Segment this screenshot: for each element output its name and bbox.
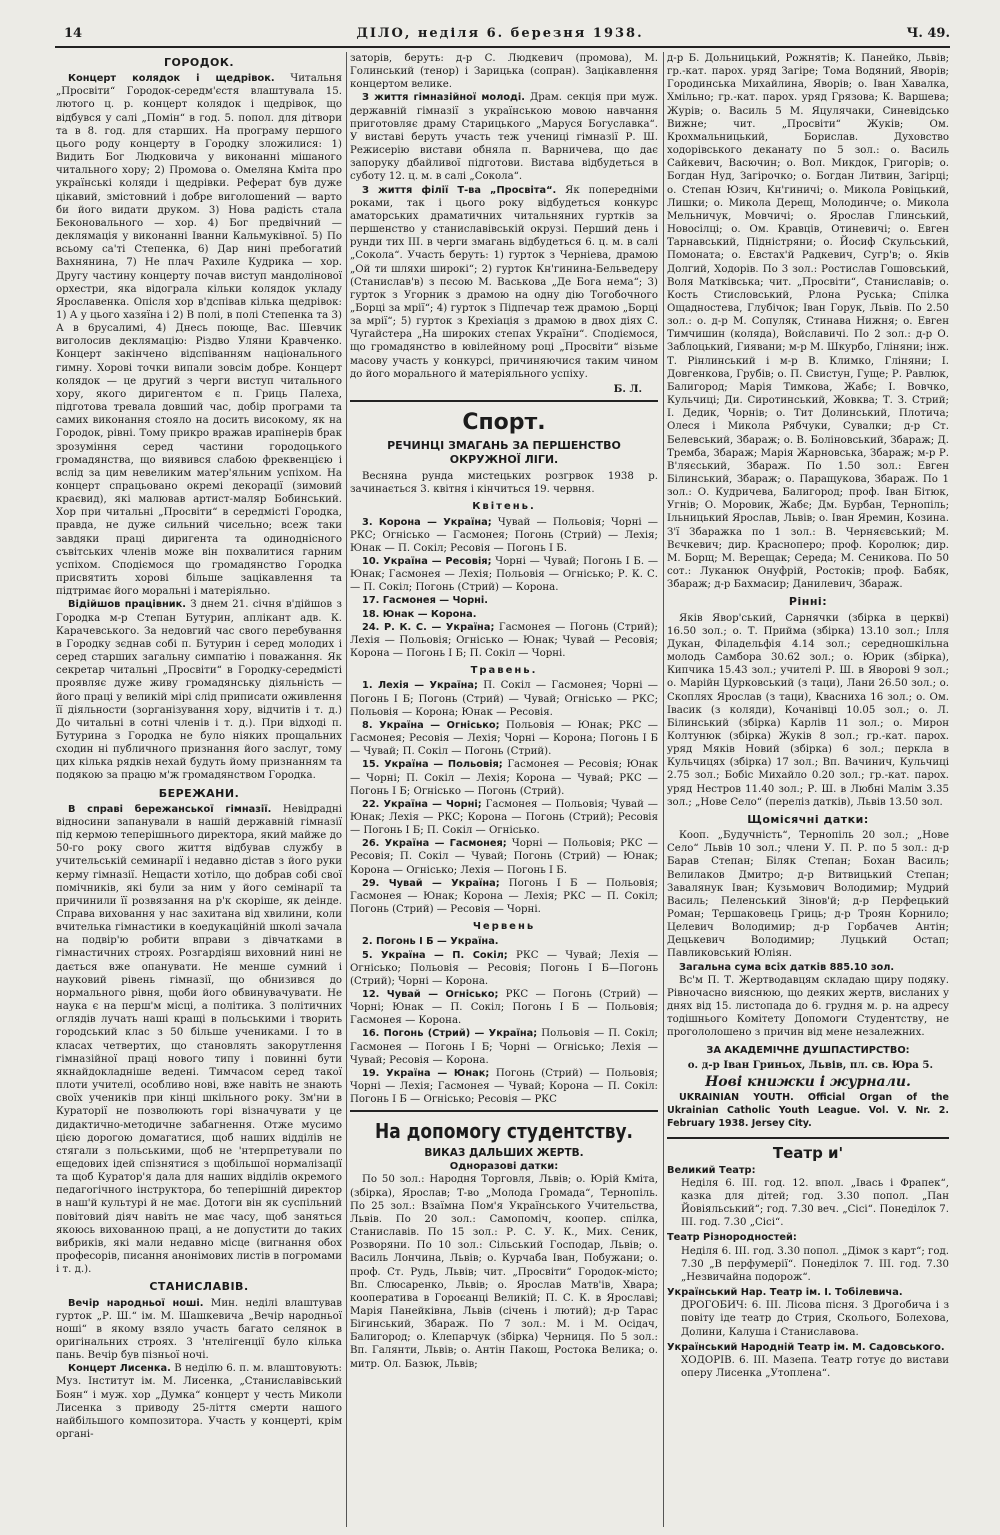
round-lead: 8. Україна — Огнісько; bbox=[362, 719, 500, 731]
aid-heading: На допомогу студентству. bbox=[374, 1119, 634, 1144]
books-heading: Нові книжки і журнали. bbox=[705, 1073, 911, 1090]
theatre-listing bbox=[667, 1231, 949, 1284]
article-signature: Б. Л. bbox=[613, 382, 642, 395]
column-divider bbox=[663, 52, 664, 1527]
article-text: Як попередніми роками, так і цього року відбудеться конкурс аматорських драматичних читальняних гуртків за першенство у станиславівській окрузі. Перший день і рунди тих ІІІ. в черги змагань відбудеться 6. ц. м. в салі „Сокола“. Участь беруть: 1) гурток з Черніева, драмою „Ой ти шляхи широкі“; 2) гурток Кн'гинина-Бельведеру (Станислав'в) з пєсою М. Васькова „Де Бога нема“; 3) гурток з Угорник з драмою на одну дію Тогобочного „Борці за мрії“; 4) гурток з Підпечар теж драмою „Борці за мрії“; 5) гурток з Крехіація з драмою в двох діях С. Чугайстера „На широких степах України“. Сподіємося, що громадянство в ювілейному році „Просвіти“ візьме масову участь у конкурсі, причиняючися таким чином до його морального й матеріяльного успіху. bbox=[350, 184, 658, 380]
schedule-round bbox=[350, 516, 658, 555]
page-number: 14 bbox=[64, 26, 83, 41]
aid-donations: По 50 зол.: Народня Торговля, Львів; о. Юрій Кміта, (збірка), Ярослав; Т-во „Молода Громада“, Тернопіль. По 25 зол.: Взаїмна Пом'я Українського Учительства, Львів. По 20 зол.: Самопоміч, коопер. спілка, Станиславів. По 15 зол.: Р. С. У. К., Мих. Сеник, Розворяни. По 10 зол.: Сільський Господар, Львів; о. Василь Лончина, Львів; о. Курчаба Іван, Побужани; о. проф. Ст. Рудь, Львів; чит. „Просвіти“ Городок-місто; Вп. Слюсаренко, Львів; о. Ярослав Матв'ів, Хвара; кооператива в Гороєанці Великій; П. С. К. в Ярославі; Марія Панейківна, Львів (січень і лютий); д-р Тарас Бігинський, Збараж. По 7 зол.: М. і М. Осідач, Балигород; о. Клепарчук (збірка) Черниця. По 5 зол.: Вп. Галянти, Львів; о. Антін Пакош, Ростока Велика; о. митр. Ол. Базюк, Львів; bbox=[350, 1174, 658, 1370]
schedule-month: Квітень. bbox=[472, 501, 536, 513]
round-matches: Гасмонея — Погонь (Стрий); Лехія — Польовія; Огнісько — Юнак; Чувай — Ресовія; Корона — Погонь І Б; П. Сокіл — Чорні. bbox=[350, 621, 658, 660]
section-heading-monthly: Щомісячні датки: bbox=[747, 812, 869, 826]
theatre-name: Український Народній Театр ім. М. Садовського. bbox=[667, 1341, 945, 1353]
schedule-round bbox=[350, 798, 658, 837]
article bbox=[350, 91, 658, 183]
theatre-listings bbox=[667, 1164, 949, 1381]
article-headline: Концерт колядок і щедрівок. bbox=[68, 73, 275, 85]
sport-heading: Спорт. bbox=[462, 410, 546, 436]
theatre-heading: Театр и' bbox=[772, 1143, 844, 1162]
theatre-name: Театр Різнородностей: bbox=[667, 1232, 797, 1244]
article-headline: З життя філії Т-ва „Просвіта“. bbox=[362, 184, 557, 196]
round-lead: 10. Україна — Ресовія; bbox=[362, 556, 492, 567]
theatre-listing bbox=[667, 1341, 949, 1380]
round-matches: Польовія — П. Сокіл; Гасмонея — Погонь І Б; Чорні — Огнісько; Лехія — Чувай; Ресовія — Корона. bbox=[350, 1028, 658, 1066]
article-text: В неділю 6. п. м. влаштовують: Муз. Інститут ім. М. Лисенка, „Станиславівський Боян“ і муж. хор „Думка“ концерт у честь Миколи Лисенка з приводу 25-ліття смерти нашого найбільшого композитора. Участь у концерті, крім органі- bbox=[56, 1363, 342, 1441]
round-lead: 1. Лехія — Україна; bbox=[362, 680, 478, 692]
theatre-program: Неділя 6. ІІІ. год. 3.30 попол. „Дімок з карт“; год. 7.30 „В перфумерії“. Понеділок 7. ІІІ. год. 7.30 „Незвичайна подорож“. bbox=[681, 1245, 949, 1283]
round-matches: Польовія — Юнак; РКС — Гасмонея; Ресовія — Лехія; Чорні — Корона; Погонь І Б — Чувай; П. Сокіл — Погонь (Стрий). bbox=[350, 719, 658, 758]
round-matches: РКС — Погонь (Стрий) — Чорні; Юнак — П. Сокіл; Погонь І Б — Польовія; Гасмонея — Корона. bbox=[350, 989, 658, 1027]
theatre-name: Великий Театр: bbox=[667, 1164, 756, 1176]
section-heading-gorodok: ГОРОДОК. bbox=[163, 56, 235, 69]
round-matches: Гасмонея — Польовія; Чувай — Юнак; Лехія — РКС; Корона — Погонь (Стрий); Ресовія — Погонь І Б; П. Сокіл — Огнісько. bbox=[350, 798, 658, 837]
round-lead: 22. Україна — Чорні; bbox=[362, 798, 482, 810]
article bbox=[56, 598, 342, 782]
round-matches: Погонь (Стрий) — Польовія; Чорні — Лехія; Гасмонея — Чувай; Корона — П. Сокіл: Погонь І Б — Огнісько; Ресовія — РКС bbox=[350, 1067, 658, 1106]
theatre-listing bbox=[667, 1286, 949, 1339]
round-matches: Чувай — Польовія; Чорні — РКС; Огнісько — Гасмонея; Погонь (Стрий) — Лехія; Юнак — П. Сокіл; Ресовія — Погонь І Б. bbox=[350, 516, 658, 554]
sport-title: РЕЧИНЦІ ЗМАГАНЬ ЗА ПЕРШЕНСТВО ОКРУЖНОЇ ЛІГИ. bbox=[387, 439, 621, 467]
round-lead: 17. Гасмонея — Чорні. bbox=[362, 595, 488, 607]
theatre-program: Неділя 6. ІІІ. год. 12. впол. „Івась і Фрапек“, казка для дітей; год. 3.30 попол. „Пан Йовіяльський“; год. 7.30 веч. „Сісі“. Понеділок 7. ІІІ. год. 7.30 „Сісі“. bbox=[681, 1177, 949, 1229]
round-lead: 3. Корона — Україна; bbox=[362, 516, 492, 528]
section-rule bbox=[350, 400, 658, 402]
theatre-listing bbox=[667, 1164, 949, 1230]
article-text: Читальня „Просвіти“ Городок-середм'єстя влаштувала 15. лютого ц. р. концерт колядок і щедрівок, що відбувся у салі „Помін“ в год. 5. попол. для дітвори та в 8. год. для старших. На програму першого цього роду концерту в Городку зложилися: 1) Видить Бог Людковича у виконанні мішаного читального хору; 2) Промова о. Омеляна Кміта про українські коляди і щедрівки. Реферат був дуже цікавий, змістовний і добре виголошений — варто би його видати друком. 3) Нова радість стала Беконовального — хор. 4) Бог предвічний — деклямація у виконанні Іванни Кальмуківної. 5) По всьому са'ті Степенка, 6) Дар нині пребогатий Вахнянина, 7) Не плач Рахиле Кудрика — хор. Другу частину концерту почав виступ мандолінової орхестри, яка відограла кільки колядок укладу Ярославенка. Опісля хор в'дспівав кілька щедрівок: 1) А у цього хазяїна і 2) В полі, в полі Степенка та 3) А в 6русалимі, 4) Днесь поюще, Вас. Шевчик виголосив деклямацію: Різдво Уляни Кравченко. Концерт закінчено відспіванням національного гимну. Хорові точки випали зовсім добре. Концерт колядок — це другий з черги виступ читального хору, якого диригентом є п. Гриць Палеха, підготова тревала довший час, добір програми та самих виконання стояло на досить високому, як на Городок, рівні. Тому прикро вражав ирапінерів брак зрозуміння серед частини городоцького громадянства, що виявився слабою фреквенцією і вслід за цим невеликим матер'яльним успіхом. На концерт спрацьовано окремі декорації (зимовий краєвид), які малював артист-маляр Бобинський. Хор при читальні „Просвіти“ в середмісті Городка, правда, не дуже сильний чисельно; всеж таки завдяки праці диригента та одиноднісного съвітських членів може він похвалитися гарним успіхом. Сподіємося що громадянство Городка присвятить хорові більше зацікавлення та підтримає його моральні і матеріяльно. bbox=[56, 73, 342, 598]
column-1 bbox=[56, 52, 342, 1527]
theatre-program: ХОДОРІВ. 6. ІІІ. Мазепа. Театр готує до вистави оперу Лисенка „Утоплена“. bbox=[681, 1354, 949, 1379]
article-headline: Концерт Лисенка. bbox=[68, 1363, 171, 1375]
schedule-round bbox=[350, 758, 658, 797]
article-headline: Відійшов працівник. bbox=[68, 599, 186, 611]
section-heading-berezhany: БЕРЕЖАНИ. bbox=[158, 786, 240, 800]
round-lead: 5. Україна — П. Сокіл; bbox=[362, 949, 508, 961]
round-lead: 16. Погонь (Стрий) — Україна; bbox=[362, 1028, 538, 1040]
article-headline: З життя гімназійної молоді. bbox=[362, 92, 525, 104]
schedule-round bbox=[350, 555, 658, 594]
issue-number: Ч. 49. bbox=[906, 26, 950, 41]
donations-total: Загальна сума всіх датків 885.10 зол. bbox=[679, 961, 895, 973]
schedule-round bbox=[350, 679, 658, 718]
thanks-note: Вс'м П. Т. Жертводавцям складаю щиру подяку. Рівночасно вияснюю, що деяких жертв, висланих у днях від 15. листопада до 6. грудня м. р. на адресу тодішнього Комітету Допомоги Студентству, не прогололошено з причин від мене незалежних. bbox=[667, 974, 949, 1039]
schedule-round bbox=[350, 719, 658, 758]
page-header bbox=[50, 26, 950, 44]
round-lead: 15. Україна — Польовія; bbox=[362, 759, 503, 771]
schedule-round bbox=[350, 988, 658, 1027]
schedule-month: Червень bbox=[472, 921, 536, 933]
schedule-round bbox=[350, 608, 658, 621]
round-lead: 12. Чувай — Огнісько; bbox=[362, 989, 499, 1000]
theatre-box bbox=[667, 1137, 949, 1381]
article-headline: В справі бережанської гімназії. bbox=[68, 803, 272, 815]
round-matches: РКС — Чувай; Лехія — Огнісько; Польовія — Ресовія; Погонь І Б—Погонь (Стрий); Чорні — Корона. bbox=[350, 949, 658, 987]
article-headline: Вечір народньої ноші. bbox=[68, 1297, 204, 1309]
round-matches: Погонь І Б — Польовія; Гасмонея — Юнак; Корона — Лехія; РКС — П. Сокіл; Погонь (Стрий) — Ресовія — Чорні. bbox=[350, 877, 658, 916]
pastor-heading: ЗА АКАДЕМІЧНЕ ДУШПАСТИРСТВО: bbox=[706, 1044, 910, 1056]
round-lead: 24. Р. К. С. — Україна; bbox=[362, 621, 495, 633]
round-matches: Чорні — Польовія; РКС — Ресовія; П. Сокіл — Чувай; Погонь (Стрий) — Юнак; Корона — Огнісько; Лехія — Погонь І Б. bbox=[350, 838, 658, 876]
monthly-donations: Кооп. „Будучність“, Тернопіль 20 зол.; „Нове Село“ Львів 10 зол.; члени У. П. Р. по 5 зол.: д-р Барав Степан; Біляк Степан; Бохан Василь; Велилаков Дмитро; д-р Витвицький Степан; Завалянук Іван; Кузьмович Володимир; Мудрий Василь; Пеленський Зінов'й; д-р Перфецький Роман; Тершаковець Гриць; д-р Троян Корнило; Целевич Володимир; д-р Горбачев Антін; Децькевич Володимир; Луцький Остап; Павликовський Юліян. bbox=[667, 830, 949, 960]
section-rule bbox=[350, 1110, 658, 1112]
article bbox=[56, 72, 342, 598]
column-divider bbox=[346, 52, 347, 1527]
round-lead: 29. Чувай — Україна; bbox=[362, 877, 500, 889]
schedule-round bbox=[350, 621, 658, 660]
article-text: З днем 21. січня в'дійшов з Городка м-р Степан Бутурин, аплікант адв. К. Карачевського. За недовгий час свого перебування в Городку зєднав собі п. Бутурин і серед молодих і серед старших загальну симпатію і поважання. Як секретар читальні „Просвіти“ в Городку-середмісті проявляє дуже живу громадянську діяльність — його праці у великій мірі слід приписати оживлення її діяльности (зорганізування хору, відчитів і т. д.) До читальні в сотні членів і т. д.). При відході п. Бутурина з Городка не було ніяких прощальних сходин ні публичного признання його заслуг, тому цих кілька рядків нехай будуть йому признанням та подякою за працю м'ж громадянством Городка. bbox=[56, 599, 342, 782]
round-matches: П. Сокіл — Гасмонея; Чорні — Погонь І Б; Погонь (Стрий) — Чувай; Огнісько — РКС; Польовія — Корона; Юнак — Ресовія. bbox=[350, 680, 658, 718]
round-lead: 19. Україна — Юнак; bbox=[362, 1067, 490, 1079]
schedule-round bbox=[350, 837, 658, 876]
article-text: Мин. неділі влаштував гурток „Р. Ш.“ ім. М. Шашкевича „Вечір народньої ноші“ в якому взяло участь багато селянок в оригінальних строях. З 'нтелігенції було кілька пань. Вечір був пізньої ночі. bbox=[56, 1297, 342, 1362]
section-heading-stanislaviv: СТАНИСЛАВІВ. bbox=[149, 1280, 249, 1294]
pastor-signature: о. д-р Іван Гриньох, Львів, пл. св. Юра 5. bbox=[687, 1058, 933, 1071]
round-matches: Чорні — Чувай; Погонь І Б. — Юнак; Гасмонея — Лехія; Польовія — Огнісько; Р. К. С. — П. Сокіл; Погонь (Стрий) — Корона. bbox=[350, 556, 658, 594]
books-entry: UKRAINIAN YOUTH. Official Organ of the Ukrainian Catholic Youth League. Vol. V. Nr. 2. February 1938. Jersey City. bbox=[667, 1092, 949, 1130]
round-lead: 18. Юнак — Корона. bbox=[362, 608, 477, 620]
aid-subheading: ВИКАЗ ДАЛЬШИХ ЖЕРТВ. bbox=[424, 1147, 584, 1160]
schedule-round bbox=[350, 1067, 658, 1106]
schedule-round bbox=[350, 877, 658, 916]
article-text: Невідрадні відносини запанували в нашій державній гімназії під кермою теперішнього директора, який майже до 50-го року свого життя відбував службу в учительській семинарії і недавно дістав з його руки керму гімназії. Нещасти хотіло, що добрав собі свої помічників, які були за ним у його семінарії та причинили її розвязання на р'к скоріше, як деінде. Справа виховання у нас захитана від хвилини, коли вчителька гімнастики в коедукаційній школі зачала на подвір'ю робити вправи з дівчатками в гімнастичних строях. Розгардіяш виховний нині не дається вже опанувати. Не менше сумний і науковий рівень гімназії, що обнизився до нормального рівня, щоби його обвинувачувати. Не наука є на перш'м місці, а політика. З політичних оглядів лучать наші кращі в польськими і творить городський клас з 50 більше учениками. І то в класах четвертих, що становлять закорутлення гімназійної праці нового типу і повинні бути якнайдокладніше ведені. Тимчасом серед такої плоти учителі, особливо нові, вже навіть не знають своїх учеників при кінці шкільного року. Зм'ни в Кураторії не позволюють горі візначувати у це дидактично-методичне забагнення. Отже мусимо цією дорогою домагатися, щоб наших відділів не стягали з польськими, щоб не 'нтерпретували по ещедових ідей спізнятися з щобільшої нормалізації та щоб Куратор'я дала для наших відділів окремого педагогічного інструктора, бо теперішній директор в наш'й культурі й не має. Дотоги він як суспільний повітовий діяч навіть не має часу, щоб заняться якоюсь вихованною праці, а не допустити до таких вибриків, які мали недавно місце (вигнання обох професорів, писання анонімових листів в погромами і т. д.). bbox=[56, 803, 342, 1276]
schedule-round bbox=[350, 594, 658, 607]
article bbox=[56, 1362, 342, 1441]
article-continuation: заторів, беруть: д-р С. Людкевич (промова), М. Голинський (тенор) і Зарицька (сопран). Зацікавлення концертом велике. bbox=[350, 53, 658, 91]
aid-subheading-2: Одноразові датки: bbox=[449, 1161, 559, 1173]
article-text: Драм. секція при муж. державній гімназії з українською мовою навчання приготовляє драму Старицького „Маруся Богуславка“. У виставі беруть участь теж учениці гімназії Р. Ш. Режисерію вистави обняла п. Варничева, що дає запоруку дбайливої підготови. Вистава відбудеться в суботу 12. ц. м. в салі „Сокола“. bbox=[350, 92, 658, 183]
article bbox=[56, 1297, 342, 1363]
schedule-round bbox=[350, 935, 658, 948]
league-schedule bbox=[350, 500, 658, 1106]
round-matches: Гасмонея — Ресовія; Юнак — Чорні; П. Сокіл — Лехія; Корона — Чувай; РКС — Погонь І Б; Огнісько — Погонь (Стрий). bbox=[350, 759, 658, 797]
schedule-month: Травень. bbox=[470, 665, 538, 677]
round-lead: 26. Україна — Гасмонея; bbox=[362, 838, 507, 850]
article bbox=[350, 184, 658, 381]
schedule-round bbox=[350, 1027, 658, 1066]
theatre-name: Український Нар. Театр ім. І. Тобілевича. bbox=[667, 1287, 903, 1299]
header-rule bbox=[55, 46, 950, 48]
masthead: ДІЛО, неділя 6. березня 1938. bbox=[356, 26, 644, 41]
section-heading-misc: Рінні: bbox=[788, 595, 828, 609]
column-3 bbox=[667, 52, 949, 1527]
round-lead: 2. Погонь І Б — Україна. bbox=[362, 936, 499, 948]
article bbox=[56, 803, 342, 1277]
sport-intro: Весняна рунда мистецьких розгрвок 1938 р. зачинається 3. квітня і кінчиться 19. червня. bbox=[350, 471, 658, 496]
schedule-round bbox=[350, 949, 658, 988]
donations-continuation: д-р Б. Дольницький, Рожнятів; К. Панейко, Львів; гр.-кат. парох. уряд Загіре; Тома Водяний, Яворів; Городинська Михайлина, Яворів; о. Іван Хавалка, Хмільно; гр.-кат. парох. уряд Грязова; К. Варшева; Журів; о. Василь 5 М. Яцулячаки, Синевідсько Вижне; чит. „Просвіти“ Жуків; Ом. Крохмальницький, Борислав. Духовство ходорівського деканату по 5 зол.: о. Василь Сайкевич, Васючин; о. Вол. Микдок, Григорів; о. Богдан Нуд, Загірочко; о. Богдан Литвин, Загірці; о. Степан Юзич, Кн'гиничі; о. Микола Ровіцький, Лишки; о. Микола Дерещ, Молодинче; о. Микола Мельничук, Мовчичі; о. Ярослав Глинський, Новосілці; о. Ом. Кравців, Отиневичі; о. Евген Тарнавський, Підністряни; о. Йосиф Скульський, Помоната; о. Евстах'й Радкевич, Сугр'в; о. Яків Долгий, Ходорів. По 3 зол.: Ростислав Гошовський, Воля Матківська; чит. „Просвіти“, Станиславів; о. Кость Стисловський, Рлона Руська; Спілка Ощадностева, Глубічок; Іван Горук, Львів. По 2.50 зол.: о. д-р М. Сопуляк, Стинава Нижня; о. Евген Тимчишин (коляда), Войславичі. По 2 зол.: д-р О. Заблоцький, Гиявани; м-р М. Шкурбо, Гліняни; інж. Т. Рінлинський і м-р В. Климко, Гліняни; І. Довгенкова, Грубів; о. П. Свистун, Гуще; Р. Равлюк, Балигород; Марія Тимкова, Жабє; І. Вовчко, Кульчиці; Ди. Сиротинський, Жовква; Т. З. Стрий; І. Дедик, Чорнів; о. Тит Долинський, Плотича; Олеся і Микола Рябчуки, Сувалки; д-р Ст. Белевський, Збараж; о. В. Боліновський, Збараж; Д. Тремба, Збараж; Марія Жарновська, Збараж; м-р Р. В'ляєський, Збараж. По 1.50 зол.: Евген Білинський, Збараж; о. Паращукова, Збараж. По 1 зол.: О. Кудричева, Балигород; проф. Іван Бітюк, Угнів; О. Моровик, Жабє; Дм. Бурбан, Тернопіль; Ільницький Ярослав, Львів; о. Іван Яремин, Козина. З'ї Збаражка по 1 зол.: В. Черняєвський; М. Вєчкевич; дир. Красноперо; проф. Королюк; дир. М. Борщ; М. Верещак; Середа; М. Сеникова. По 50 сот.: Луканюк Онуфрій, Ростоків; проф. Бабяк, Збараж; д-р Бахмасир; Данилевич, Збараж. bbox=[667, 53, 949, 591]
misc-donations: Яків Явор'ський, Сарнячки (збірка в церкві) 16.50 зол.; о. Т. Прийма (збірка) 13.10 зол.; Ілля Дукан, Філадельфія 4.14 зол.; середношкільна молодь Самбора 30.62 зол.; о. Юрик (збірка), Кипчика 15.43 зол.; учителі Р. Ш. в Яворові 9 зол.; о. Марійн Цурковський (з таци), Лани 26.50 зол.; о. Скоплях Ярослав (з таци), Квасниха 16 зол.; о. Ом. Івасик (з коляди), Кочанівці 10.05 зол.; о. Л. Білинський (збірка) Карлів 11 зол.; о. Мирон Колтунюк (збірка) Жуків 8 зол.; гр.-кат. парох. уряд Мяків Новий (збірка) 6 зол.; перкла в Кульчицях (збірка) 17 зол.; Вп. Вачинич, Кульчиці 2.75 зол.; Бобіс Михайло 0.20 зол.; гр.-кат. парох. уряд Нестров 11.40 зол.; Р. Ш. в Любні Малім 3.35 зол.; „Нове Село“ (переліз датків), Львів 13.50 зол. bbox=[667, 612, 949, 808]
theatre-program: ДРОГОБИЧ: 6. ІІІ. Лісова пісня. З Дрогобича і з повіту іде театр до Стрия, Сколього, Болехова, Долини, Калуша і Станиславова. bbox=[681, 1300, 949, 1338]
column-2 bbox=[350, 52, 658, 1527]
